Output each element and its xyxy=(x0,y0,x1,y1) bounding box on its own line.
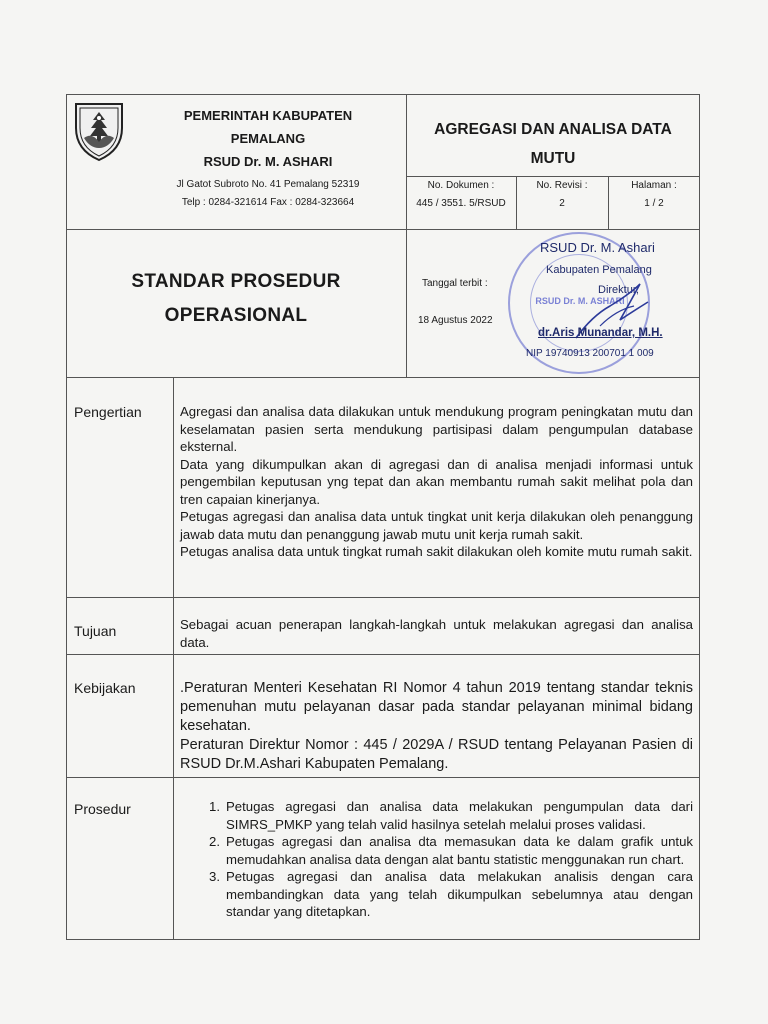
step-number: 3. xyxy=(209,869,220,884)
divider xyxy=(66,654,700,655)
revision-value: 2 xyxy=(559,198,565,209)
step-number: 2. xyxy=(209,834,220,849)
doc-number-value: 445 / 3551. 5/RSUD xyxy=(416,198,506,209)
step-text: Petugas agregasi dan analisa dta memasukan data ke dalam grafik untuk memudahkan analisa data dengan alat bantu statistic menggunakan run chart. xyxy=(226,834,693,867)
page-value: 1 / 2 xyxy=(644,198,664,209)
divider xyxy=(66,597,700,598)
issued-date: 18 Agustus 2022 xyxy=(418,315,493,326)
page-label: Halaman : xyxy=(631,180,677,191)
org-region: PEMALANG xyxy=(230,131,306,146)
address: Jl Gatot Subroto No. 41 Pemalang 52319 xyxy=(176,179,360,190)
pengertian-paragraph: Data yang dikumpulkan akan di agregasi dan di analisa menjadi informasi untuk pengembilan keputusan yng tepat dan akan membantu rumah sakit melihat pola dan tren capaian kinerjanya. xyxy=(180,456,693,507)
divider xyxy=(66,777,700,778)
label-tujuan: Tujuan xyxy=(74,623,117,639)
list-item xyxy=(200,798,693,833)
pengertian-text xyxy=(180,403,693,561)
doc-number-label: No. Dokumen : xyxy=(427,180,495,191)
regency-emblem-icon xyxy=(72,98,126,162)
step-text: Petugas agregasi dan analisa data melakukan pengumpulan data dari SIMRS_PMKP yang telah valid hasilnya setelah melalui proses validasi. xyxy=(226,799,693,832)
hospital-name: RSUD Dr. M. ASHARI xyxy=(203,154,333,169)
pengertian-paragraph: Petugas analisa data untuk tingkat rumah sakit dilakukan oleh komite mutu rumah sakit. xyxy=(180,544,693,559)
signatory-region: Kabupaten Pemalang xyxy=(546,264,652,276)
sop-title-cont: OPERASIONAL xyxy=(164,305,308,326)
pengertian-paragraph: Petugas agregasi dan analisa data untuk tingkat unit kerja dilakukan oleh penanggung jawab data mutu dan penanggung jawab mutu unit kerja rumah sakit. xyxy=(180,509,693,542)
prosedur-list xyxy=(200,798,693,921)
document-title-cont: MUTU xyxy=(530,150,576,167)
kebijakan-paragraph: Peraturan Direktur Nomor : 445 / 2029A / RSUD tentang Pelayanan Pasien di RSUD Dr.M.Ashari Kabupaten Pemalang. xyxy=(180,737,693,772)
divider xyxy=(66,229,700,230)
sop-title: STANDAR PROSEDUR xyxy=(131,271,341,292)
tujuan-text: Sebagai acuan penerapan langkah-langkah untuk melakukan agregasi dan analisa data. xyxy=(180,617,693,650)
signatory-nip: NIP 19740913 200701 1 009 xyxy=(526,348,654,359)
kebijakan-paragraph: .Peraturan Menteri Kesehatan RI Nomor 4 tahun 2019 tentang standar teknis pemenuhan mutu pelayanan dasar pada standar pelayanan minimal bidang kesehatan. xyxy=(180,680,693,734)
step-number: 1. xyxy=(209,799,220,814)
divider xyxy=(173,377,174,939)
divider xyxy=(66,377,700,378)
label-kebijakan: Kebijakan xyxy=(74,680,136,696)
kebijakan-text xyxy=(180,679,693,774)
label-prosedur: Prosedur xyxy=(74,801,131,817)
phone-fax: Telp : 0284-321614 Fax : 0284-323664 xyxy=(181,197,355,208)
document-title: AGREGASI DAN ANALISA DATA xyxy=(434,121,672,138)
label-pengertian: Pengertian xyxy=(74,404,142,420)
divider xyxy=(406,176,700,177)
list-item xyxy=(200,833,693,868)
revision-label: No. Revisi : xyxy=(536,180,588,191)
pengertian-paragraph: Agregasi dan analisa data dilakukan untuk mendukung program peningkatan mutu dan keselamatan pasien serta mendukung partisipasi dalam pengumpulan database eksternal. xyxy=(180,404,693,454)
step-text: Petugas agregasi dan analisa data melakukan analisis dengan cara membandingkan data yang telah dikumpulkan sebelumnya atau dengan standar yang ditetapkan. xyxy=(226,869,693,919)
signatory-name: dr.Aris Munandar, M.H. xyxy=(538,327,663,339)
signatory-org: RSUD Dr. M. Ashari xyxy=(540,240,655,255)
issued-label: Tanggal terbit : xyxy=(422,278,488,289)
list-item xyxy=(200,868,693,921)
stamp-text: RSUD Dr. M. ASHARI xyxy=(535,296,625,306)
org-name: PEMERINTAH KABUPATEN xyxy=(183,108,353,123)
signatory-role: Direktur, xyxy=(598,284,639,296)
prosedur-steps xyxy=(200,798,693,921)
